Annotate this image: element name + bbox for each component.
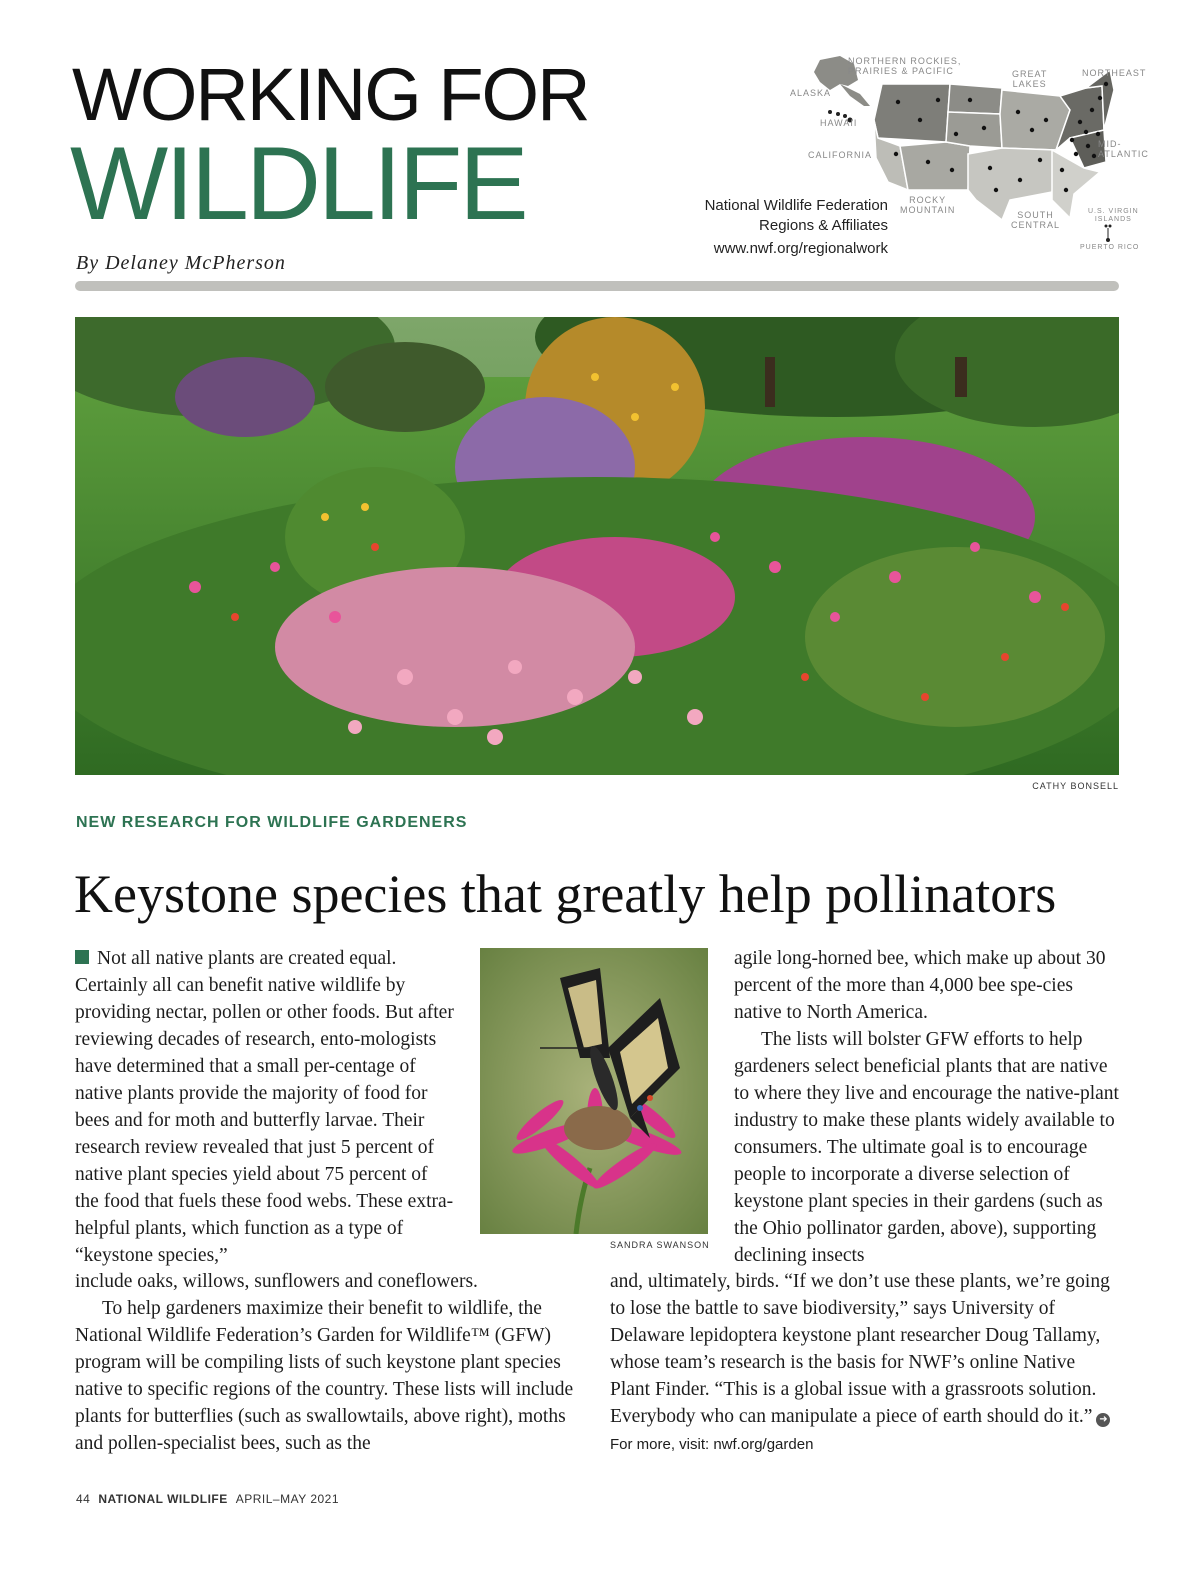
region-label-puerto-rico: PUERTO RICO [1080,244,1140,251]
region-label-california: CALIFORNIA [808,150,873,160]
map-url-link[interactable]: www.nwf.org/regionalwork [713,240,888,257]
region-label-northeast: NORTHEAST [1082,68,1147,78]
butterfly-photo [480,948,708,1234]
byline: By Delaney McPherson [76,252,286,274]
main-photo-credit: CATHY BONSELL [1032,781,1119,791]
green-square-icon [75,950,89,964]
butterfly-photo-credit: SANDRA SWANSON [610,1240,710,1250]
region-label-hawaii: HAWAII [820,118,858,128]
right-column-bottom [610,1268,1120,1458]
swallowtail-on-bee-balm-graphic [480,948,708,1234]
issue-date: APRIL–MAY 2021 [235,1492,340,1506]
page-footer [76,1492,339,1506]
title-line-1: WORKING FOR [72,53,589,136]
right-column-top [734,945,1119,1269]
garden-photo-graphic [75,317,1119,775]
right-paragraph-2-end: and, ultimately, birds. “If we don’t use these plants, we’re going to lose the battle to save biodiversity,” says University of Delaware lepidoptera keystone plant researcher Doug Tallamy, whose team’s research is the basis for NWF’s online Native Plant Finder. “This is a global issue with a grassroots solution. Everybody who can manipulate a piece of earth should do it.” [610,1271,1110,1427]
pollinator-garden-photo [75,317,1119,775]
section-kicker: NEW RESEARCH FOR WILDLIFE GARDENERS [76,814,468,831]
region-label-virgin-islands: U.S. VIRGIN ISLANDS [1088,208,1139,223]
title-line-2: WILDLIFE [70,126,526,242]
right-paragraph-2-wrap: The lists will bolster GFW efforts to help gardeners select beneficial plants that are native to where they live and encourage the native-plant industry to make these plants widely available to consumers. The ultimate goal is to encourage people to incorporate a diverse selection of keystone plant species in their gardens (such as the Ohio pollinator garden, above), supporting declining insects [734,1029,1119,1266]
paragraph-1-wrap: Not all native plants are created equal. Certainly all can benefit native wildlife by providing nectar, pollen or other foods. But after reviewing decades of research, ento-mologists have determined that a small per-centage of native plants provide the majority of food for bees and for moth and butterfly larvae. Their research review revealed that just 5 percent of native plant species yield about 75 percent of the food that fuels these food webs. These extra-helpful plants, which function as a type of “keystone species,” [75,948,454,1266]
publication-name: NATIONAL WILDLIFE [98,1492,228,1506]
region-label-alaska: ALASKA [790,88,832,98]
header-divider [75,281,1119,291]
article-headline: Keystone species that greatly help pollinators [74,864,1057,924]
map-caption: National Wildlife Federation Regions & Affiliates [704,197,888,234]
region-label-mid-atlantic: MID- ATLANTIC [1098,139,1149,159]
left-column-bottom [75,1268,583,1457]
arrow-circle-icon: ➜ [1096,1413,1110,1427]
left-column-top [75,945,455,1269]
paragraph-2: To help gardeners maximize their benefit to wildlife, the National Wildlife Federation’s Garden for Wildlife™ (GFW) program will be compiling lists of such keystone plant species native to specific regions of the country. These lists will include plants for butterflies (such as swallowtails, above right), moths and pollen-specialist bees, such as the [75,1298,574,1454]
more-info-link[interactable]: For more, visit: nwf.org/garden [610,1436,814,1453]
region-label-northern-rockies: NORTHERN ROCKIES, PRAIRIES & PACIFIC [848,56,962,76]
region-label-great-lakes: GREAT LAKES [1012,69,1048,89]
right-paragraph-1: agile long-horned bee, which make up about 30 percent of the more than 4,000 bee spe-cies native to North America. [734,948,1106,1023]
region-label-rocky-mountain: ROCKY MOUNTAIN [900,195,956,215]
paragraph-1-end: include oaks, willows, sunflowers and coneflowers. [75,1271,478,1292]
region-label-south-central: SOUTH CENTRAL [1011,210,1061,230]
page-number: 44 [76,1492,91,1506]
